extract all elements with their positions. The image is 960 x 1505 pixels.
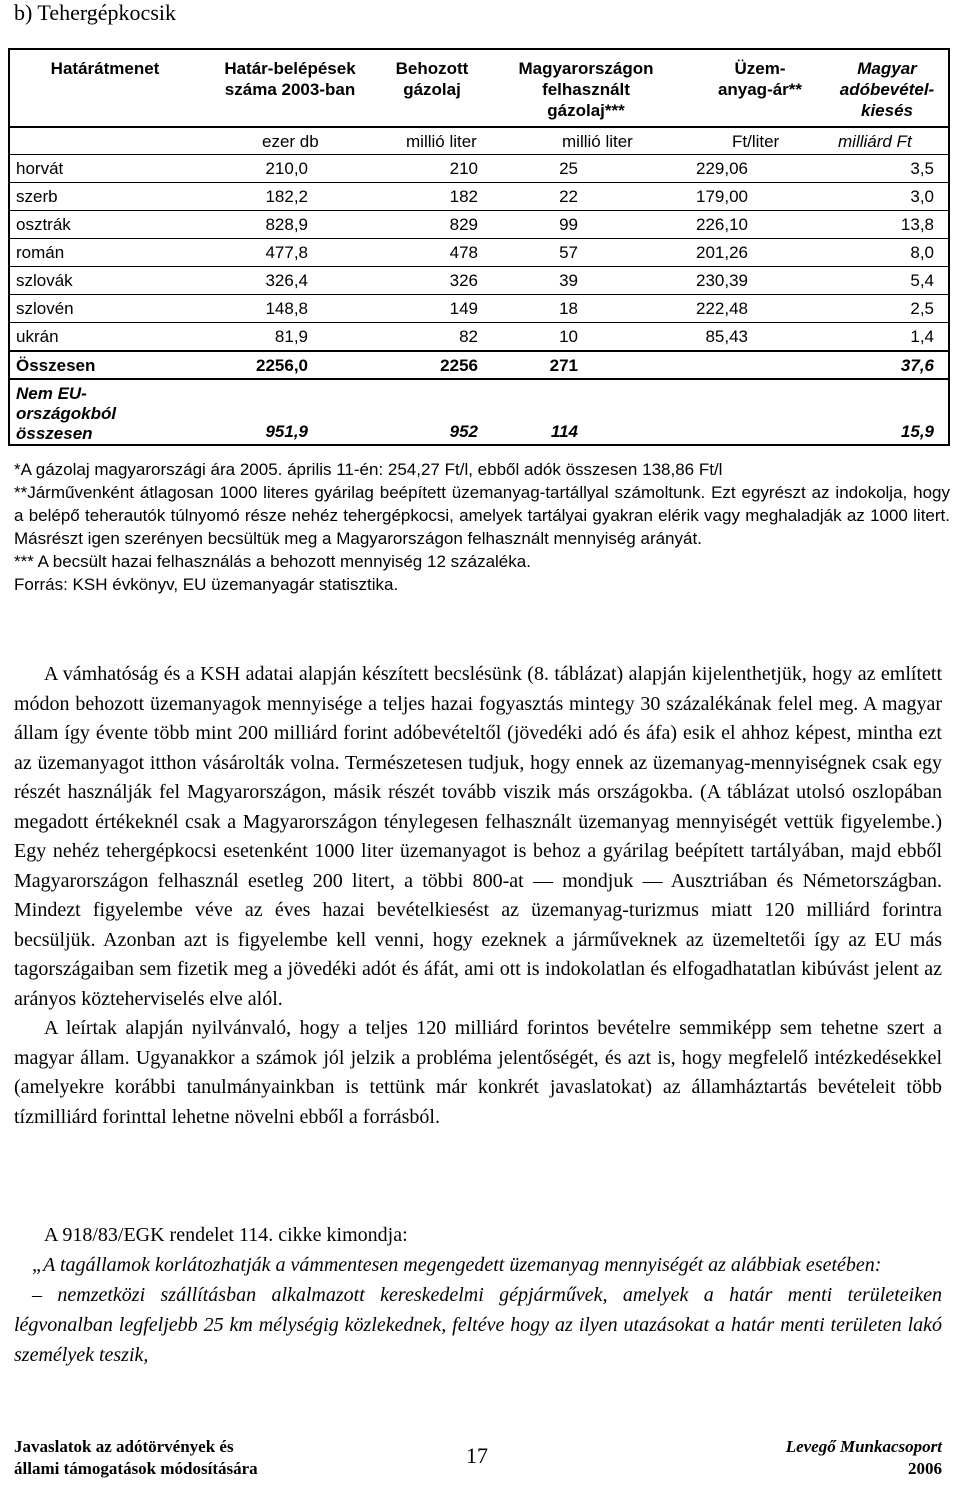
- used-value: 25: [559, 159, 578, 178]
- used-value: 10: [559, 327, 578, 346]
- loss-value: 8,0: [910, 243, 934, 262]
- country-name: szlovák: [16, 271, 73, 290]
- imported-value: 182: [449, 187, 478, 206]
- non-eu-label: Nem EU- országokból összesen: [16, 384, 117, 443]
- total-entries: 2256,0: [256, 356, 308, 375]
- price-value: 85,43: [705, 327, 748, 346]
- non-eu-row: [8, 378, 950, 446]
- country-name: horvát: [16, 159, 64, 178]
- entries-value: 326,4: [265, 271, 308, 290]
- note-estimate: *** A becsült hazai felhasználás a behozott mennyiség 12 százaléka.: [14, 552, 531, 571]
- imported-value: 829: [449, 215, 478, 234]
- loss-value: 1,4: [910, 327, 934, 346]
- price-value: 226,10: [696, 215, 748, 234]
- country-name: ukrán: [16, 327, 59, 346]
- imported-value: 210: [449, 159, 478, 178]
- entries-value: 148,8: [265, 299, 308, 318]
- total-row: [8, 350, 950, 378]
- regulation-citation: [14, 1220, 942, 1370]
- country-name: román: [16, 243, 65, 262]
- page-footer: [14, 1436, 942, 1496]
- header-imported: Behozott gázolaj: [395, 59, 469, 99]
- entries-value: 182,2: [265, 187, 308, 206]
- non-eu-loss: 15,9: [900, 422, 934, 441]
- note-tank: **Járművenként átlagosan 1000 literes gyárilag beépített üzemanyag-tartállyal számoltunk. Ezt egyrészt az indokolja, hogy a belépő teherautók túlnyomó része nehéz tehergépkocsi, amelyek tartályai gyakran elérik vagy meghaladják az 1000 litert. Másrészt igen szerényen becsültük meg a Magyarországon felhasznált mennyiség arányát.: [14, 483, 950, 548]
- note-price: *A gázolaj magyarországi ára 2005. április 11-én: 254,27 Ft/l, ebből adók összesen 138,86 Ft/l: [14, 460, 723, 479]
- used-value: 18: [559, 299, 578, 318]
- country-name: szerb: [16, 187, 58, 206]
- table-row: [8, 154, 950, 182]
- loss-value: 3,0: [910, 187, 934, 206]
- table-row: [8, 210, 950, 238]
- non-eu-imported: 952: [449, 422, 478, 441]
- used-value: 39: [559, 271, 578, 290]
- unit-used: millió liter: [562, 132, 633, 151]
- unit-entries: ezer db: [262, 132, 319, 151]
- citation-quote-intro: „A tagállamok korlátozhatják a vámmentesen megengedett üzemanyag mennyiségét az alábbiak esetében:: [32, 1254, 882, 1276]
- entries-value: 81,9: [274, 327, 308, 346]
- table-row: [8, 294, 950, 322]
- price-value: 222,48: [696, 299, 748, 318]
- loss-value: 3,5: [910, 159, 934, 178]
- non-eu-used: 114: [550, 422, 578, 441]
- units-row: [8, 126, 950, 154]
- imported-value: 478: [449, 243, 478, 262]
- country-name: osztrák: [16, 215, 71, 234]
- price-value: 230,39: [696, 271, 748, 290]
- header-entries: Határ-belépések száma 2003-ban: [224, 59, 356, 99]
- table-row: [8, 238, 950, 266]
- paragraph-conclusion: A leírtak alapján nyilvánvaló, hogy a teljes 120 milliárd forintos bevételre semmiképp sem tehetne szert a magyar állam. Ugyanakkor a számok jól jelzik a probléma jelentőségét, és azt is, hogy megfelelő intézkedésekkel (amelyekre korábbi tanulmányainkban is tettünk már konkrét javaslatokat) az államháztartás bevételeit több tízmilliárd forinttal lehetne növelni ebből a forrásból.: [14, 1017, 942, 1128]
- imported-value: 82: [459, 327, 478, 346]
- total-loss: 37,6: [900, 356, 934, 375]
- price-value: 179,00: [696, 187, 748, 206]
- header-used-in-hungary: Magyarországon felhasznált gázolaj***: [518, 59, 654, 120]
- footer-organization: Levegő Munkacsoport 2006: [785, 1437, 942, 1478]
- table-header: [8, 48, 950, 126]
- table-row: [8, 182, 950, 210]
- unit-price: Ft/liter: [732, 132, 780, 151]
- used-value: 57: [559, 243, 578, 262]
- entries-value: 210,0: [265, 159, 308, 178]
- total-used: 271: [549, 356, 578, 375]
- table-row: [8, 322, 950, 350]
- loss-value: 2,5: [910, 299, 934, 318]
- used-value: 22: [559, 187, 578, 206]
- unit-loss: milliárd Ft: [838, 132, 912, 151]
- header-border-crossing: Határátmenet: [50, 59, 160, 78]
- used-value: 99: [559, 215, 578, 234]
- note-source: Forrás: KSH évkönyv, EU üzemanyagár statisztika.: [14, 575, 399, 594]
- non-eu-entries: 951,9: [265, 422, 308, 441]
- page-number: 17: [466, 1443, 488, 1468]
- total-imported: 2256: [440, 356, 478, 375]
- country-name: szlovén: [16, 299, 74, 318]
- footer-document-title: Javaslatok az adótörvények és állami támogatások módosítására: [14, 1437, 258, 1478]
- loss-value: 13,8: [900, 215, 934, 234]
- fuel-tourism-table: [8, 48, 950, 446]
- entries-value: 828,9: [265, 215, 308, 234]
- table-notes: [14, 458, 950, 596]
- citation-quote-item: – nemzetközi szállításban alkalmazott kereskedelmi gépjárművek, amelyek a határ menti területeiken légvonalban legfeljebb 25 km mélységig közlekednek, feltéve hogy az ilyen utazásokat a határ menti területen lakó személyek teszik,: [14, 1284, 942, 1366]
- unit-imported: millió liter: [406, 132, 477, 151]
- header-fuel-price: Üzem- anyag-ár**: [717, 59, 803, 99]
- loss-value: 5,4: [910, 271, 934, 290]
- header-tax-loss: Magyar adóbevétel- kiesés: [839, 59, 935, 120]
- price-value: 229,06: [696, 159, 748, 178]
- table-row: [8, 266, 950, 294]
- total-label: Összesen: [16, 356, 96, 375]
- imported-value: 149: [449, 299, 478, 318]
- body-text: [14, 660, 942, 1132]
- paragraph-estimate: A vámhatóság és a KSH adatai alapján készített becslésünk (8. táblázat) alapján kijelenthetjük, hogy az említett módon behozott üzemanyagok mennyisége a teljes hazai fogyasztás mintegy 30 százalékának felel meg. A magyar állam így évente több mint 200 milliárd forint adóbevételtől (jövedéki adó és áfa) esik el ahhoz képest, mintha ezt az üzemanyagot itthon vásárolták volna. Természetesen tudjuk, hogy ennek az üzemanyag-mennyiségnek csak egy részét használják fel Magyarországon, másik részét tovább viszik más országokba. (A táblázat utolsó oszlopában megadott értékeknél csak a Magyarországon ténylegesen felhasznált üzemanyag mennyiségét vettük figyelembe.) Egy nehéz tehergépkocsi esetenként 1000 liter üzemanyagot is behoz a gyárilag beépített tartályában, majd ebből Magyarországon felhasznál esetleg 200 litert, a többi 800-at — mondjuk — Ausztriában és Németországban. Mindezt figyelembe véve az éves hazai bevételkiesést az üzemanyag-turizmus miatt 120 milliárd forintra becsüljük. Azonban azt is figyelembe kell venni, hogy ezeknek a járműveknek az üzemeltetői így az EU más tagországaiban sem fizetik meg a jövedéki adót és áfát, ami ott is indokolatlan és elfogadhatatlan kibúvást jelent az arányos közteherviselés elve alól.: [14, 663, 942, 1010]
- citation-lead: A 918/83/EGK rendelet 114. cikke kimondja:: [44, 1224, 408, 1246]
- imported-value: 326: [449, 271, 478, 290]
- price-value: 201,26: [696, 243, 748, 262]
- entries-value: 477,8: [265, 243, 308, 262]
- section-title: b) Tehergépkocsik: [14, 0, 176, 25]
